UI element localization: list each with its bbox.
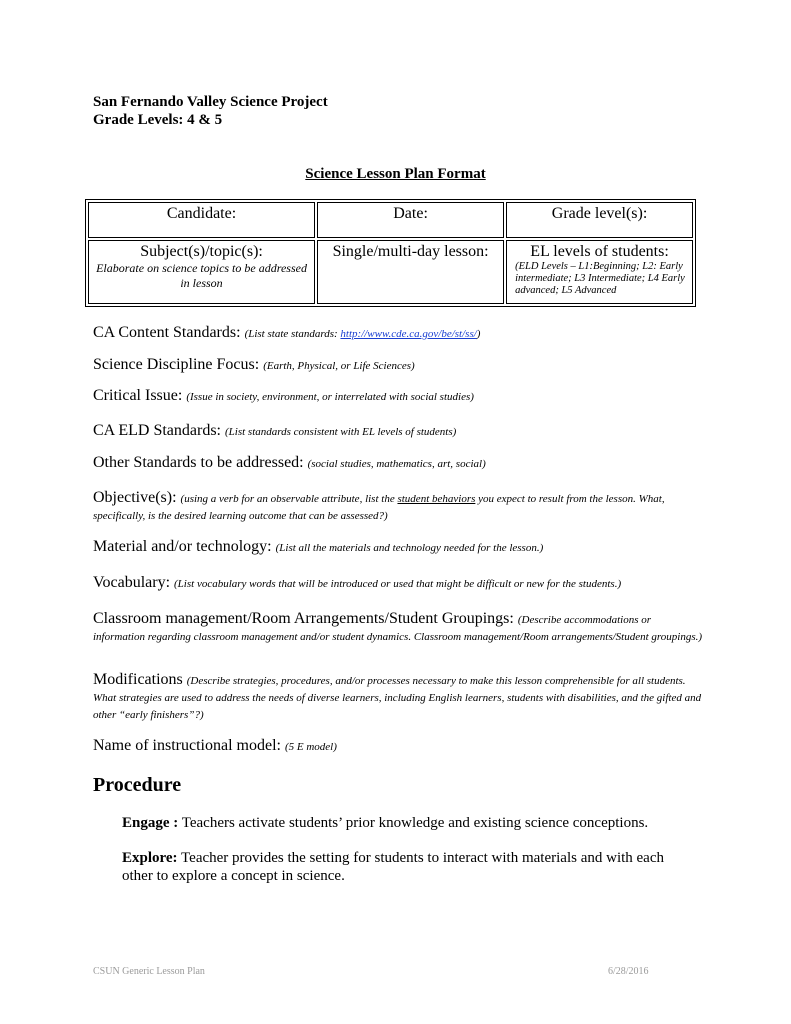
- lesson-info-table: [85, 199, 696, 307]
- material-note: (List all the materials and technology needed for the lesson.): [275, 542, 544, 554]
- modifications-label: Modifications: [93, 671, 183, 688]
- critical-issue-note: (Issue in society, environment, or interrelated with social studies): [186, 391, 474, 403]
- classroom-note: (Describe accommodations or information regarding classroom management and/or student dynamics. Classroom management/Room arrangements/Student groupings.): [93, 614, 703, 643]
- ca-content-note: (List state standards:: [244, 328, 341, 340]
- project-title: San Fernando Valley Science Project: [93, 94, 328, 110]
- engage-paragraph: [122, 814, 682, 832]
- eld-label: CA ELD Standards:: [93, 422, 221, 439]
- engage-text: Teachers activate students’ prior knowledge and existing science conceptions.: [178, 815, 649, 831]
- subject-cell[interactable]: [88, 240, 315, 304]
- modifications-note: (Describe strategies, procedures, and/or processes necessary to make this lesson comprehensible for all students. What strategies are used to address the needs of diverse learners, including English learners, students with disabilities, and the gifted and other “early finishers”?): [93, 675, 702, 721]
- ca-eld-standards: [93, 423, 703, 440]
- date-cell[interactable]: [317, 202, 504, 238]
- eld-note: (List standards consistent with EL levels of students): [225, 426, 457, 438]
- page-title: Science Lesson Plan Format: [305, 166, 486, 182]
- date-label: Date:: [393, 205, 428, 222]
- discipline-label: Science Discipline Focus:: [93, 356, 260, 373]
- cde-standards-link[interactable]: http://www.cde.ca.gov/be/st/ss/: [340, 328, 477, 340]
- science-discipline-focus: [93, 357, 703, 374]
- instructional-model: [93, 738, 703, 755]
- other-standards: [93, 455, 703, 472]
- ca-content-note-end: ): [476, 328, 481, 340]
- grade-level-cell[interactable]: [506, 202, 693, 238]
- candidate-cell[interactable]: [88, 202, 315, 238]
- objectives: [93, 490, 703, 524]
- ca-content-standards: [93, 325, 703, 342]
- candidate-label: Candidate:: [166, 205, 237, 222]
- classroom-management: [93, 611, 703, 645]
- material-technology: [93, 539, 703, 556]
- model-label: Name of instructional model:: [93, 737, 281, 754]
- explore-paragraph: [122, 849, 682, 885]
- critical-issue: [93, 388, 703, 405]
- subject-label: Subject(s)/topic(s):: [140, 243, 263, 260]
- lesson-type-label: Single/multi-day lesson:: [332, 243, 489, 260]
- procedure-heading: Procedure: [93, 774, 182, 796]
- engage-label: Engage :: [122, 815, 179, 831]
- vocabulary: [93, 575, 703, 592]
- explore-text: Teacher provides the setting for students to interact with materials and with each other to explore a concept in science.: [122, 850, 665, 884]
- discipline-note: (Earth, Physical, or Life Sciences): [263, 360, 415, 372]
- footer-date: 6/28/2016: [608, 966, 649, 977]
- modifications: [93, 672, 703, 723]
- lesson-type-cell[interactable]: [317, 240, 504, 304]
- critical-issue-label: Critical Issue:: [93, 387, 183, 404]
- material-label: Material and/or technology:: [93, 538, 272, 555]
- vocabulary-note: (List vocabulary words that will be introduced or used that might be difficult or new for the students.): [174, 578, 622, 590]
- explore-label: Explore:: [122, 850, 178, 866]
- el-levels-cell[interactable]: [506, 240, 693, 304]
- objectives-label: Objective(s):: [93, 489, 177, 506]
- grade-levels: Grade Levels: 4 & 5: [93, 112, 223, 128]
- el-levels-note: (ELD Levels – L1:Beginning; L2: Early intermediate; L3 Intermediate; L4 Early advanced; L5 Advanced: [515, 261, 685, 296]
- other-standards-label: Other Standards to be addressed:: [93, 454, 304, 471]
- ca-content-label: CA Content Standards:: [93, 324, 241, 341]
- other-standards-note: (social studies, mathematics, art, social): [307, 458, 486, 470]
- vocabulary-label: Vocabulary:: [93, 574, 171, 591]
- model-note: (5 E model): [284, 741, 337, 753]
- el-levels-label: EL levels of students:: [530, 243, 669, 260]
- objectives-note-end: you expect to result from the lesson. What, specifically, is the desired learning outcome that can be assessed?): [93, 493, 665, 522]
- footer-left: CSUN Generic Lesson Plan: [93, 966, 205, 977]
- student-behaviors-text: student behaviors: [397, 493, 476, 505]
- objectives-note: (using a verb for an observable attribute, list the: [180, 493, 398, 505]
- grade-level-label: Grade level(s):: [551, 205, 648, 222]
- subject-note: Elaborate on science topics to be addressed in lesson: [96, 261, 307, 290]
- classroom-label: Classroom management/Room Arrangements/Student Groupings:: [93, 610, 514, 627]
